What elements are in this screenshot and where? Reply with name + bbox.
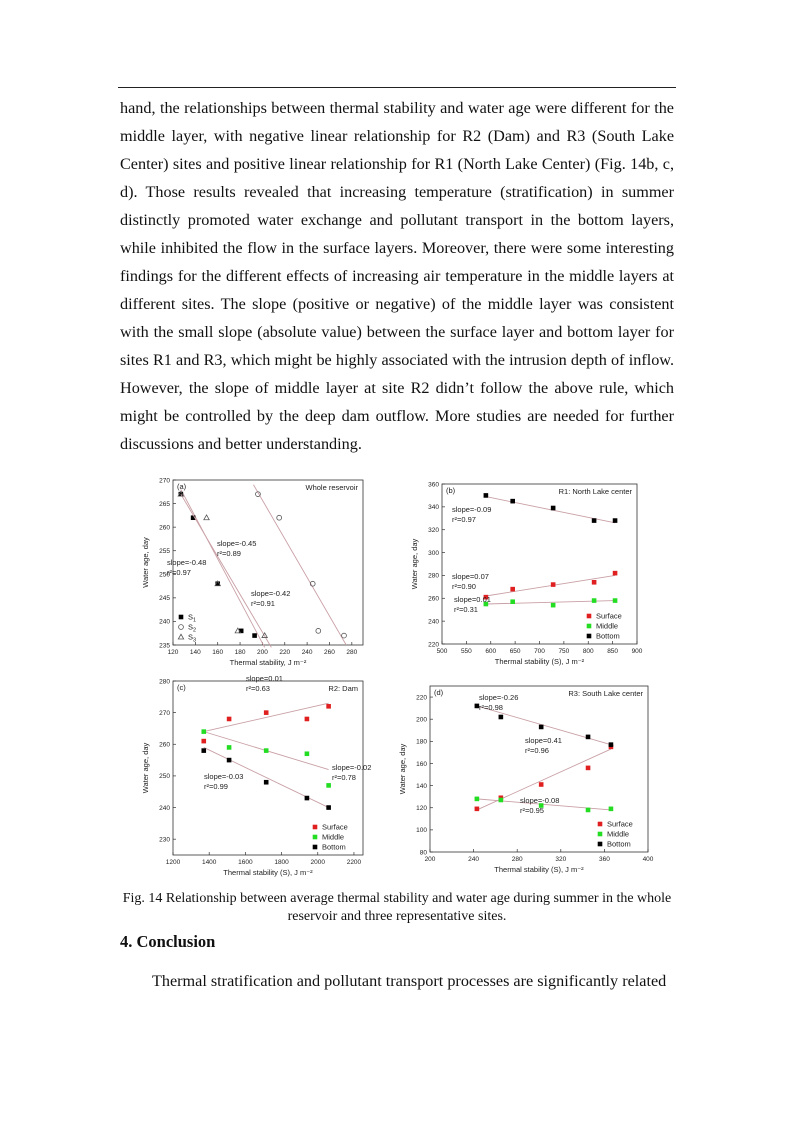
data-point: [510, 499, 515, 504]
legend-label: Surface: [596, 611, 622, 621]
legend-label: Middle: [322, 832, 345, 842]
slope-annotation: slope=-0.02: [332, 763, 372, 772]
data-point: [201, 739, 206, 744]
data-point: [586, 766, 591, 771]
slope-annotation: slope=-0.48: [167, 558, 207, 567]
legend-label: $S_2$: [188, 622, 197, 634]
data-point: [316, 628, 321, 633]
data-point: [326, 783, 331, 788]
slope-annotation: slope=-0.03: [204, 772, 244, 781]
figure-14: [120, 468, 674, 883]
chart-panel-d: [398, 686, 654, 874]
y-tick-label: 240: [159, 804, 170, 812]
chart-panel-c: [141, 674, 371, 877]
y-tick-label: 255: [159, 548, 170, 556]
x-axis-label: Thermal stability (S), J m⁻²: [494, 657, 585, 666]
legend-marker: [178, 634, 183, 639]
data-point: [264, 748, 269, 753]
r2-annotation: r²=0.99: [204, 782, 228, 791]
x-tick-label: 200: [424, 856, 436, 863]
slope-annotation: slope=-0.26: [479, 693, 519, 702]
x-tick-label: 1400: [201, 859, 217, 866]
fit-line: [204, 703, 329, 731]
data-point: [227, 745, 232, 750]
y-tick-label: 270: [159, 477, 170, 485]
fit-line: [486, 575, 615, 596]
panel-title: R3: South Lake center: [568, 689, 643, 698]
legend-marker: [179, 615, 184, 620]
slope-annotation: slope=-0.09: [452, 505, 492, 514]
legend-marker: [587, 614, 592, 619]
data-point: [326, 805, 331, 810]
legend-label: Bottom: [607, 839, 631, 849]
data-point: [305, 717, 310, 722]
x-tick-label: 120: [167, 649, 179, 656]
panel-label: (d): [434, 688, 444, 697]
y-tick-label: 120: [416, 805, 427, 813]
x-tick-label: 600: [485, 648, 497, 655]
y-tick-label: 220: [416, 694, 427, 702]
data-point: [227, 717, 232, 722]
r2-annotation: r²=0.97: [167, 568, 191, 577]
y-tick-label: 250: [159, 571, 170, 579]
panel-label: (a): [177, 482, 187, 491]
x-tick-label: 800: [582, 648, 594, 655]
legend-marker: [313, 825, 318, 830]
y-axis-label: Water age, day: [410, 538, 419, 590]
x-tick-label: 360: [598, 856, 610, 863]
data-point: [592, 518, 597, 523]
header-rule: [118, 87, 676, 88]
legend-marker: [179, 625, 184, 630]
data-point: [586, 808, 591, 813]
y-tick-label: 260: [159, 524, 170, 532]
x-tick-label: 2000: [310, 859, 325, 866]
y-axis-label: Water age, day: [398, 743, 407, 795]
y-tick-label: 230: [159, 836, 170, 844]
y-tick-label: 235: [159, 642, 170, 650]
x-tick-label: 320: [555, 856, 567, 863]
data-point: [539, 725, 544, 730]
legend-marker: [598, 842, 603, 847]
data-point: [613, 571, 618, 576]
data-point: [475, 807, 480, 812]
data-point: [592, 598, 597, 603]
data-point: [252, 633, 257, 638]
x-tick-label: 1200: [165, 859, 181, 866]
legend-marker: [598, 822, 603, 827]
data-point: [539, 782, 544, 787]
slope-annotation: slope=0.07: [452, 572, 489, 581]
r2-annotation: r²=0.31: [454, 605, 478, 614]
panel-title: R1: North Lake center: [558, 487, 632, 496]
data-point: [592, 580, 597, 585]
x-axis-label: Thermal stability, J m⁻²: [229, 658, 307, 667]
data-point: [551, 582, 556, 587]
x-tick-label: 220: [279, 649, 291, 656]
legend-marker: [587, 634, 592, 639]
legend-marker: [313, 845, 318, 850]
x-tick-label: 160: [212, 649, 224, 656]
y-axis-label: Water age, day: [141, 742, 150, 794]
legend-marker: [587, 624, 592, 629]
fit-line: [253, 485, 346, 645]
slope-annotation: slope=0.41: [525, 736, 562, 745]
x-tick-label: 280: [511, 856, 523, 863]
x-tick-label: 180: [234, 649, 246, 656]
data-point: [305, 751, 310, 756]
slope-annotation: slope=0.01: [246, 674, 283, 683]
x-axis-label: Thermal stability (S), J m⁻²: [494, 865, 584, 874]
data-point: [609, 807, 614, 812]
x-axis-label: Thermal stability (S), J m⁻²: [223, 868, 313, 877]
y-axis-label: Water age, day: [141, 537, 150, 588]
data-point: [613, 518, 618, 523]
slope-annotation: slope=0.01: [454, 595, 491, 604]
panel-label: (b): [446, 486, 456, 495]
chart-panel-a: [141, 477, 363, 667]
y-tick-label: 265: [159, 500, 170, 508]
legend-marker: [313, 835, 318, 840]
x-tick-label: 2200: [346, 859, 362, 866]
legend-label: $S_3$: [188, 632, 197, 644]
r2-annotation: r²=0.63: [246, 684, 270, 693]
x-tick-label: 400: [642, 856, 654, 863]
y-tick-label: 240: [428, 618, 439, 626]
slope-annotation: slope=-0.08: [520, 796, 560, 805]
y-tick-label: 260: [428, 595, 439, 603]
data-point: [586, 735, 591, 740]
r2-annotation: r²=0.78: [332, 773, 356, 782]
fit-line: [181, 489, 265, 647]
r2-annotation: r²=0.95: [520, 806, 544, 815]
r2-annotation: r²=0.89: [217, 549, 241, 558]
section-heading: 4. Conclusion: [120, 932, 216, 951]
legend-label: Bottom: [322, 842, 346, 852]
slope-annotation: slope=-0.42: [251, 589, 291, 598]
data-point: [305, 796, 310, 801]
x-tick-label: 750: [558, 648, 570, 655]
legend-marker: [598, 832, 603, 837]
x-tick-label: 700: [534, 648, 545, 655]
panel-title: Whole reservoir: [305, 483, 358, 492]
data-point: [499, 798, 504, 803]
x-tick-label: 200: [256, 649, 268, 656]
y-tick-label: 245: [159, 595, 170, 603]
x-tick-label: 1800: [274, 859, 289, 866]
data-point: [499, 715, 504, 720]
data-point: [342, 633, 347, 638]
x-tick-label: 550: [460, 648, 472, 655]
y-tick-label: 80: [419, 849, 427, 857]
x-tick-label: 280: [346, 649, 358, 656]
slope-annotation: slope=-0.45: [217, 539, 257, 548]
x-tick-label: 650: [509, 648, 521, 655]
y-tick-label: 100: [416, 827, 427, 835]
y-tick-label: 360: [428, 481, 439, 489]
legend-label: Bottom: [596, 631, 620, 641]
legend-label: $S_1$: [188, 612, 197, 624]
y-tick-label: 340: [428, 504, 439, 512]
data-point: [510, 587, 515, 592]
y-tick-label: 250: [159, 773, 170, 781]
figure-14-charts: [120, 468, 674, 883]
panel-label: (c): [177, 683, 186, 692]
data-point: [326, 704, 331, 709]
data-point: [551, 603, 556, 608]
y-tick-label: 160: [416, 760, 427, 768]
r2-annotation: r²=0.91: [251, 599, 275, 608]
x-tick-label: 1600: [238, 859, 253, 866]
x-tick-label: 140: [189, 649, 201, 656]
x-tick-label: 500: [436, 648, 448, 655]
x-tick-label: 850: [607, 648, 619, 655]
data-point: [204, 515, 209, 520]
y-tick-label: 280: [428, 572, 439, 580]
data-point: [264, 780, 269, 785]
y-tick-label: 270: [159, 709, 170, 717]
y-tick-label: 320: [428, 527, 439, 535]
data-point: [264, 710, 269, 715]
y-tick-label: 260: [159, 741, 170, 749]
y-tick-label: 240: [159, 618, 170, 626]
y-tick-label: 200: [416, 716, 427, 724]
x-tick-label: 900: [631, 648, 643, 655]
data-point: [609, 742, 614, 747]
y-tick-label: 140: [416, 782, 427, 790]
data-point: [484, 493, 489, 498]
r2-annotation: r²=0.96: [525, 746, 549, 755]
data-point: [227, 758, 232, 763]
data-point: [201, 729, 206, 734]
x-tick-label: 240: [301, 649, 313, 656]
legend-label: Surface: [607, 819, 633, 829]
r2-annotation: r²=0.90: [452, 582, 476, 591]
data-point: [551, 506, 556, 511]
data-point: [613, 598, 618, 603]
x-tick-label: 260: [324, 649, 335, 656]
legend-label: Middle: [596, 621, 619, 631]
legend-label: Middle: [607, 829, 630, 839]
x-tick-label: 240: [468, 856, 480, 863]
r2-annotation: r²=0.98: [479, 703, 503, 712]
panel-title: R2: Dam: [328, 684, 358, 693]
y-tick-label: 300: [428, 549, 439, 557]
conclusion-paragraph: Thermal stratification and pollutant transport processes are significantly related: [152, 972, 667, 990]
fit-line: [181, 494, 272, 647]
figure-caption: Fig. 14 Relationship between average thermal stability and water age during summer in the whole reservoir and three representative sites.: [122, 891, 672, 924]
data-point: [510, 599, 515, 604]
y-tick-label: 220: [428, 641, 439, 649]
y-tick-label: 280: [159, 678, 170, 686]
data-point: [277, 515, 282, 520]
r2-annotation: r²=0.97: [452, 515, 476, 524]
data-point: [201, 748, 206, 753]
y-tick-label: 180: [416, 738, 427, 746]
data-point: [475, 797, 480, 802]
body-paragraph: hand, the relationships between thermal stability and water age were different for the middle layer, with negative linear relationship for R2 (Dam) and R3 (South Lake Center) sites and positive linear relationship for R1 (North Lake Center) (Fig. 14b, c, d). Those results revealed that increasing temperature (stratification) in summer distinctly promoted water exchange and pollutant transport in the bottom layers, while inhibited the flow in the surface layers. Moreover, there were some interesting findings for the different effects of increasing air temperature in the middle layers at different sites. The slope (positive or negative) of the middle layer was consistent with the small slope (absolute value) between the surface layer and bottom layer for sites R1 and R3, which might be highly associated with the intrusion depth of inflow. However, the slope of middle layer at site R2 didn’t follow the above rule, which might be controlled by the deep dam outflow. More studies are needed for further discussions and better understanding.: [120, 99, 674, 453]
chart-panel-b: [410, 481, 643, 666]
legend-label: Surface: [322, 822, 348, 832]
